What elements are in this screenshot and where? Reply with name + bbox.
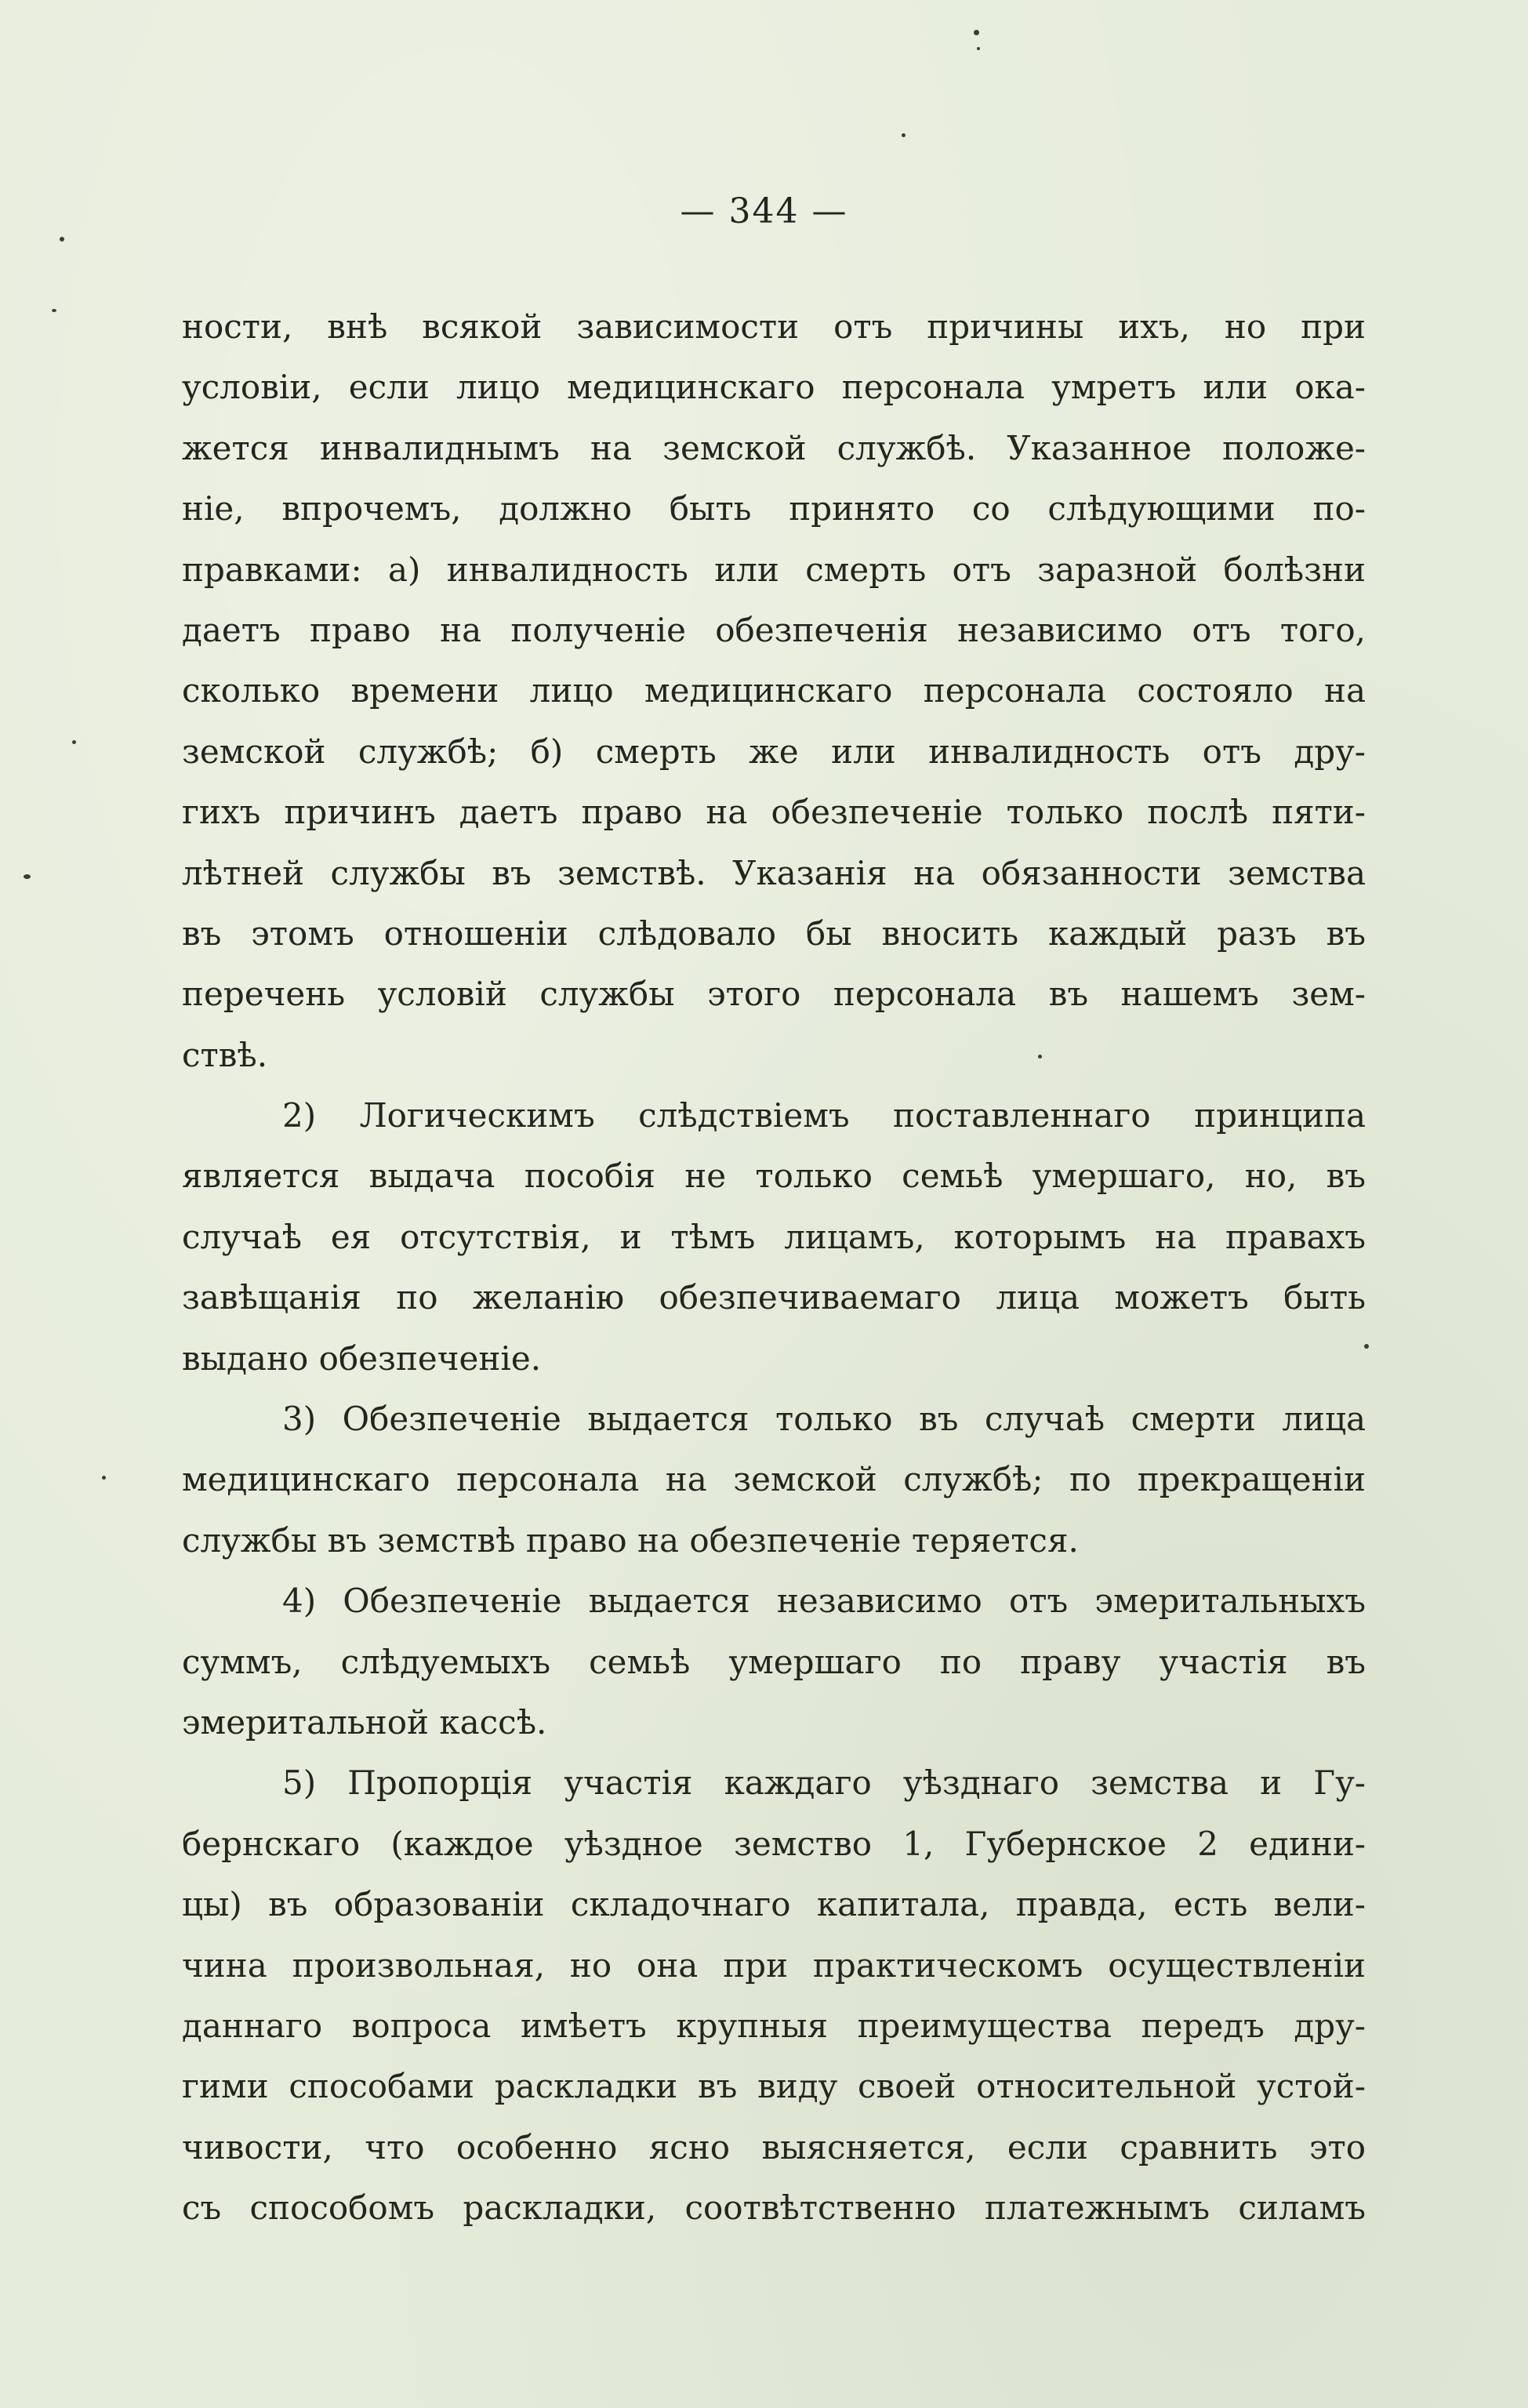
- text-line: гихъ причинъ даетъ право на обезпеченіе только послѣ пяти-: [182, 793, 1366, 832]
- text-line: ствѣ.: [182, 1035, 268, 1074]
- text-line: эмеритальной кассѣ.: [182, 1702, 547, 1742]
- text-line: сколько времени лицо медицинскаго персонала состояло на: [182, 671, 1366, 710]
- text-line: бернскаго (каждое уѣздное земство 1, Губернское 2 едини-: [182, 1824, 1366, 1863]
- text-line: ніе, впрочемъ, должно быть принято со слѣдующими по-: [182, 489, 1366, 528]
- text-line: 4) Обезпеченіе выдается независимо отъ эмеритальныхъ: [282, 1582, 1366, 1621]
- text-line: чина произвольная, но она при практическомъ осуществленіи: [182, 1945, 1366, 1985]
- ink-speck: [52, 309, 56, 312]
- ink-speck: [102, 1476, 106, 1480]
- ink-speck: [24, 874, 31, 879]
- ink-speck: [72, 740, 76, 744]
- text-line: суммъ, слѣдуемыхъ семьѣ умершаго по праву участія въ: [182, 1642, 1366, 1681]
- text-line: службы въ земствѣ право на обезпеченіе теряется.: [182, 1520, 1079, 1560]
- text-line: ности, внѣ всякой зависимости отъ причины ихъ, но при: [182, 307, 1366, 346]
- text-line: условіи, если лицо медицинскаго персонала умретъ или ока-: [182, 368, 1366, 407]
- text-line: цы) въ образованіи складочнаго капитала, правда, есть вели-: [182, 1885, 1366, 1924]
- text-line: 5) Пропорція участія каждаго уѣзднаго земства и Гу-: [282, 1763, 1366, 1803]
- text-line: даннаго вопроса имѣетъ крупныя преимущества передъ дру-: [182, 2006, 1366, 2045]
- text-line: жется инвалиднымъ на земской службѣ. Указанное положе-: [182, 428, 1366, 467]
- text-line: чивости, что особенно ясно выясняется, если сравнить это: [182, 2127, 1366, 2166]
- ink-speck: [60, 237, 64, 242]
- text-line: выдано обезпеченіе.: [182, 1338, 542, 1378]
- text-line: земской службѣ; б) смерть же или инвалидность отъ дру-: [182, 732, 1366, 771]
- ink-speck: [977, 47, 980, 50]
- ink-speck: [1038, 1055, 1042, 1059]
- text-line: гими способами раскладки въ виду своей относительной устой-: [182, 2067, 1366, 2106]
- text-line: 2) Логическимъ слѣдствіемъ поставленнаго принципа: [282, 1096, 1366, 1135]
- ink-speck: [974, 30, 979, 35]
- text-line: является выдача пособія не только семьѣ умершаго, но, въ: [182, 1157, 1366, 1196]
- text-line: завѣщанія по желанію обезпечиваемаго лица можетъ быть: [182, 1278, 1366, 1317]
- text-line: случаѣ ея отсутствія, и тѣмъ лицамъ, которымъ на правахъ: [182, 1217, 1366, 1256]
- text-line: перечень условій службы этого персонала въ нашемъ зем-: [182, 975, 1366, 1014]
- text-line: съ способомъ раскладки, соотвѣтственно платежнымъ силамъ: [182, 2188, 1366, 2228]
- text-line: лѣтней службы въ земствѣ. Указанія на обязанности земства: [182, 853, 1366, 892]
- page-number: — 344 —: [680, 191, 848, 231]
- text-line: медицинскаго персонала на земской службѣ; по прекращеніи: [182, 1460, 1366, 1499]
- ink-speck: [902, 133, 906, 137]
- text-line: правками: а) инвалидность или смерть отъ заразной болѣзни: [182, 550, 1366, 589]
- text-line: 3) Обезпеченіе выдается только въ случаѣ смерти лица: [282, 1400, 1366, 1439]
- text-line: въ этомъ отношеніи слѣдовало бы вносить каждый разъ въ: [182, 913, 1366, 953]
- text-line: даетъ право на полученіе обезпеченія независимо отъ того,: [182, 610, 1366, 649]
- body-text: [182, 296, 1366, 2239]
- ink-speck: [1364, 1344, 1369, 1349]
